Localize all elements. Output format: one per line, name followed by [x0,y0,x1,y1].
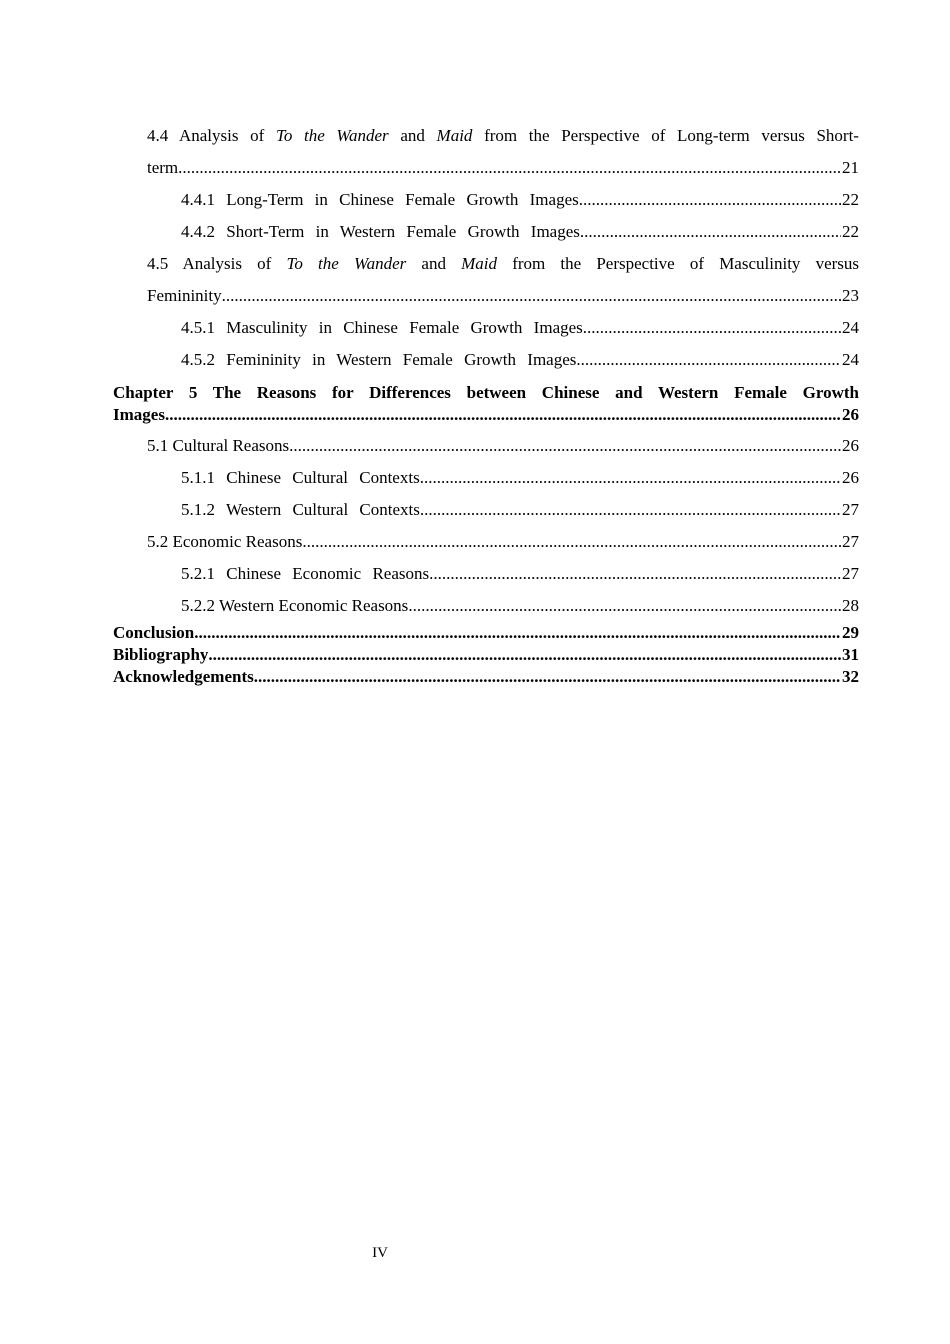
toc-entry-title: 5.2 Economic Reasons [147,532,303,551]
dot-leader [222,280,841,312]
toc-entry-title: 5.1 Cultural Reasons [147,436,290,455]
book-title: To the Wander [275,126,389,145]
toc-entry-5-2-2[interactable] [113,590,859,622]
toc-entry-5-1-1[interactable] [113,462,859,494]
toc-entry-4-5-1[interactable] [113,312,859,344]
dot-leader [583,312,841,344]
toc-entry-title [147,248,859,280]
toc-text: 4.5 Analysis of [147,254,272,273]
toc-entry-4-5[interactable] [113,248,859,312]
toc-page-number: 21 [842,158,859,177]
book-title: To the Wander [286,254,407,273]
toc-entry-4-4-1[interactable] [113,184,859,216]
toc-page-number: 24 [842,318,859,337]
dot-leader [408,590,841,622]
dot-leader [579,184,841,216]
toc-entry-title: 5.1.1 Chinese Cultural Contexts [181,468,420,487]
toc-page-number: 26 [842,405,859,424]
toc-page-number: 24 [842,350,859,369]
toc-entry-4-4-2[interactable] [113,216,859,248]
toc-entry-5-1[interactable] [113,430,859,462]
toc-entry-5-2-1[interactable] [113,558,859,590]
toc-entry-conclusion[interactable] [113,622,859,644]
dot-leader [420,494,841,526]
toc-entry-title [147,120,859,152]
toc-entry-title: 5.1.2 Western Cultural Contexts [181,500,420,519]
toc-page-number: 27 [842,500,859,519]
toc-entry-4-5-2[interactable] [113,344,859,376]
dot-leader [254,666,841,688]
toc-page-number: 32 [842,667,859,686]
toc-text: from the Perspective of Masculinity versus [512,254,860,273]
toc-entry-title: 4.5.2 Femininity in Western Female Growth Images [181,350,577,369]
toc-page-number: 23 [842,286,859,305]
toc-entry-continuation: Images [113,405,165,424]
toc-entry-title: 4.4.2 Short-Term in Western Female Growth Images [181,222,580,241]
dot-leader [302,526,841,558]
toc-page-number: 27 [842,564,859,583]
toc-entry-title: Conclusion [113,623,195,642]
dot-leader [429,558,841,590]
toc-entry-title: Chapter 5 The Reasons for Differences between Chinese and Western Female Growth [113,383,859,402]
toc-entry-acknowledgements[interactable] [113,666,859,688]
dot-leader [289,430,841,462]
toc-entry-bibliography[interactable] [113,644,859,666]
toc-entry-5-1-2[interactable] [113,494,859,526]
dot-leader [208,644,841,666]
toc-entry-continuation: Femininity [147,286,222,305]
toc-entry-title: Bibliography [113,645,209,664]
dot-leader [178,152,841,184]
toc-entry-title: 4.4.1 Long-Term in Chinese Female Growth Images [181,190,579,209]
toc-page-number: 26 [842,468,859,487]
toc-entry-5-2[interactable] [113,526,859,558]
page-number-footer: IV [372,1245,388,1261]
dot-leader [194,622,841,644]
book-title: Maid [436,126,473,145]
dot-leader [580,216,841,248]
dot-leader [165,404,841,426]
toc-text: and [421,254,446,273]
toc-page-number: 29 [842,623,859,642]
toc-entry-chapter-5[interactable] [113,382,859,426]
toc-page-number: 22 [842,222,859,241]
toc-page-number: 26 [842,436,859,455]
toc-page-number: 31 [842,645,859,664]
toc-page-number: 27 [842,532,859,551]
dot-leader [576,344,841,376]
table-of-contents [113,120,859,688]
toc-entry-title: Acknowledgements [113,667,254,686]
toc-entry-continuation: term [147,158,179,177]
toc-entry-title: 4.5.1 Masculinity in Chinese Female Growth Images [181,318,583,337]
toc-entry-title: 5.2.2 Western Economic Reasons [181,596,409,615]
dot-leader [420,462,841,494]
toc-entry-title: 5.2.1 Chinese Economic Reasons [181,564,430,583]
toc-entry-4-4[interactable] [113,120,859,184]
toc-page-number: 28 [842,596,859,615]
toc-page-number: 22 [842,190,859,209]
book-title: Maid [461,254,498,273]
toc-text: from the Perspective of Long-term versus Short- [484,126,859,145]
toc-text: 4.4 Analysis of [147,126,265,145]
toc-text: and [400,126,425,145]
